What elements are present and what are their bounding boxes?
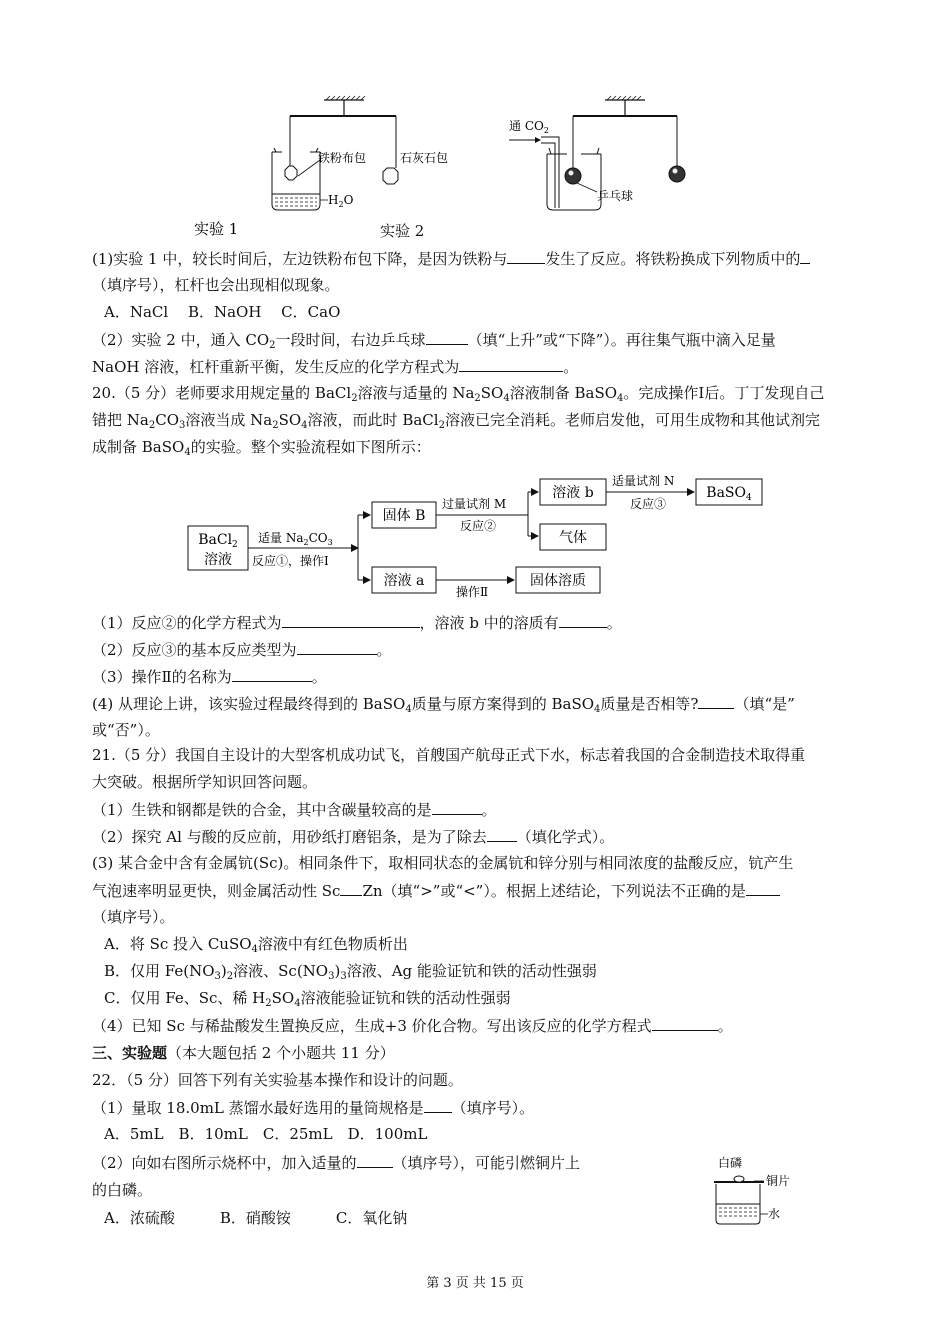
q21-blank-3[interactable] <box>340 880 362 896</box>
q21-blank-5[interactable] <box>652 1015 718 1031</box>
q21-sub1: （1）生铁和钢都是铁的合金，其中含碳量较高的是 。 <box>92 801 497 819</box>
bacl2-solution-label: 溶液 <box>204 552 232 568</box>
bacl2-label: BaCl$_2$ <box>198 532 238 550</box>
q20-line3: 成制备 BaSO$_4$的实验。整个实验流程如下图所示： <box>92 438 431 458</box>
q21-blank-1[interactable] <box>432 799 482 815</box>
q19-part1-line1: (1)实验 1 中，较长时间后，左边铁粉布包下降，是因为铁粉与 发生了反应。将铁粉换成下列物质中的 <box>92 248 862 269</box>
section-3-heading: 三、实验题（本大题包括 2 个小题共 11 分） <box>92 1044 395 1062</box>
q20-blank-2[interactable] <box>559 612 607 628</box>
q21-option-b: B．仅用 $Fe(NO_3)_2$溶液、$Sc(NO_3)_3$溶液、Ag 能验证钪和铁的活动性强弱 <box>104 962 597 982</box>
q20-blank-3[interactable] <box>297 639 377 655</box>
experiment-flowchart <box>180 470 790 605</box>
water-label: $H_2O$ <box>328 193 354 209</box>
arrow2-reaction: 反应② <box>460 519 497 533</box>
q19-part2-line2: NaOH 溶液，杠杆重新平衡，发生反应的化学方程式为 。 <box>92 358 579 376</box>
q19-part2-line1: （2）实验 2 中，通入 $CO_2$一段时间，右边乒乓球 （填“上升”或“下降”）。再往集气瓶中滴入足量 <box>92 331 776 351</box>
q20-blank-1[interactable] <box>282 612 420 628</box>
q20-sub2: （2）反应③的基本反应类型为 。 <box>92 641 392 659</box>
q21-option-c: C．仅用 Fe、Sc、稀 $H_2SO_4$溶液能验证钪和铁的活动性强弱 <box>104 989 511 1009</box>
q20-sub4-line2: 或“否”）。 <box>92 721 160 739</box>
gas-label: 气体 <box>559 530 587 546</box>
limestone-bag-label: 石灰石包 <box>400 151 449 165</box>
white-phosphorus-label: 白磷 <box>718 1156 743 1170</box>
q21-line2: 大突破。根据所学知识回答问题。 <box>92 773 318 791</box>
q22-options-1: A．5mL B．10mL C．25mL D．100mL <box>104 1125 428 1143</box>
solid-b-label: 固体 B <box>382 508 426 524</box>
beaker-figure <box>706 1154 806 1234</box>
arrow3-reaction: 反应③ <box>630 497 667 511</box>
q19-blank-3[interactable] <box>426 329 468 345</box>
q21-sub2: （2）探究 Al 与酸的反应前，用砂纸打磨铝条，是为了除去 （填化学式）。 <box>92 828 615 846</box>
q21-line1: 21.（5 分）我国自主设计的大型客机成功试飞，首艘国产航母正式下水，标志着我国的合金制造技术取得重 <box>92 746 806 764</box>
q19-blank-2[interactable] <box>800 248 810 264</box>
water-label-beaker: 水 <box>768 1207 781 1221</box>
experiment-2-figure <box>505 92 695 217</box>
q19-part1-line2: （填序号），杠杆也会出现相似现象。 <box>92 276 340 294</box>
q19-blank-4[interactable] <box>459 356 563 372</box>
q20-sub4-line1: (4) 从理论上讲，该实验过程最终得到的 BaSO$_4$质量与原方案得到的 BaSO$_4$质量是否相等? （填“是” <box>92 695 795 715</box>
q21-sub3-line1: (3) 某合金中含有金属钪(Sc)。相同条件下，取相同状态的金属钪和锌分别与相同浓度的盐酸反应，钪产生 <box>92 854 794 872</box>
q22-sub2-line1: （2）向如右图所示烧杯中，加入适量的 （填序号），可能引燃铜片上 <box>92 1154 581 1172</box>
experiment-2-caption: 实验 2 <box>380 222 425 240</box>
q21-option-a: A．将 Sc 投入 CuSO$_4$溶液中有红色物质析出 <box>104 935 408 955</box>
q22-options-2: A．浓硫酸 B．硝酸铵 C．氧化钠 <box>104 1209 408 1227</box>
q20-sub3: （3）操作Ⅱ的名称为 。 <box>92 668 327 686</box>
arrow3-reagent: 适量试剂 N <box>612 474 675 488</box>
iron-bag-label: 铁粉布包 <box>318 151 367 165</box>
q19-options: A．NaCl B．NaOH C．CaO <box>104 303 341 321</box>
baso4-label: BaSO$_4$ <box>706 485 752 503</box>
experiment-1-caption: 实验 1 <box>194 220 239 238</box>
q22-line1: 22．（5 分）回答下列有关实验基本操作和设计的问题。 <box>92 1071 463 1089</box>
solution-b-label: 溶液 b <box>552 485 594 501</box>
q22-blank-2[interactable] <box>357 1152 393 1168</box>
q21-blank-2[interactable] <box>487 826 517 842</box>
arrow4-operation: 操作Ⅱ <box>456 585 489 599</box>
q20-blank-4[interactable] <box>232 666 312 682</box>
q21-sub4: （4）已知 Sc 与稀盐酸发生置换反应，生成+3 价化合物。写出该反应的化学方程式 。 <box>92 1017 733 1035</box>
q22-sub1: （1）量取 18.0mL 蒸馏水最好选用的量筒规格是 （填序号）。 <box>92 1099 535 1117</box>
q20-blank-5[interactable] <box>698 693 734 709</box>
q21-blank-4[interactable] <box>746 880 780 896</box>
page-footer: 第 3 页 共 15 页 <box>426 1276 524 1291</box>
q21-sub3-line3: （填序号）。 <box>92 908 175 926</box>
experiment-1-figure <box>194 92 468 242</box>
solution-a-label: 溶液 a <box>383 573 425 589</box>
arrow1-operation: 反应①，操作Ⅰ <box>252 554 329 568</box>
copper-sheet-label: 铜片 <box>766 1174 791 1188</box>
q19-blank-1[interactable] <box>507 248 545 264</box>
q22-sub2-line2: 的白磷。 <box>92 1181 153 1199</box>
q22-blank-1[interactable] <box>424 1097 452 1113</box>
q20-line1: 20.（5 分）老师要求用规定量的 BaCl$_2$溶液与适量的 $Na_2SO_4$溶液制备 BaSO$_4$。完成操作Ⅰ后。丁丁发现自己 <box>92 384 825 404</box>
q20-line2: 错把 $Na_2CO_3$溶液当成 $Na_2SO_4$溶液，而此时 BaCl$_2$溶液已完全消耗。老师启发他，可用生成物和其他试剂完 <box>92 411 820 431</box>
arrow2-reagent: 过量试剂 M <box>442 497 507 511</box>
ping-pong-ball-label: 乒乓球 <box>597 189 634 203</box>
q20-sub1: （1）反应②的化学方程式为 ，溶液 b 中的溶质有 。 <box>92 614 622 632</box>
co2-inlet-label: 通 $CO_2$ <box>509 119 549 135</box>
solid-solute-label: 固体溶质 <box>530 573 586 589</box>
arrow1-reagent: 适量 $Na_2CO_3$ <box>258 531 333 547</box>
q21-sub3-line2: 气泡速率明显更快，则金属活动性 Sc Zn（填“>”或“<”）。根据上述结论，下列说法不正确的是 <box>92 880 862 901</box>
